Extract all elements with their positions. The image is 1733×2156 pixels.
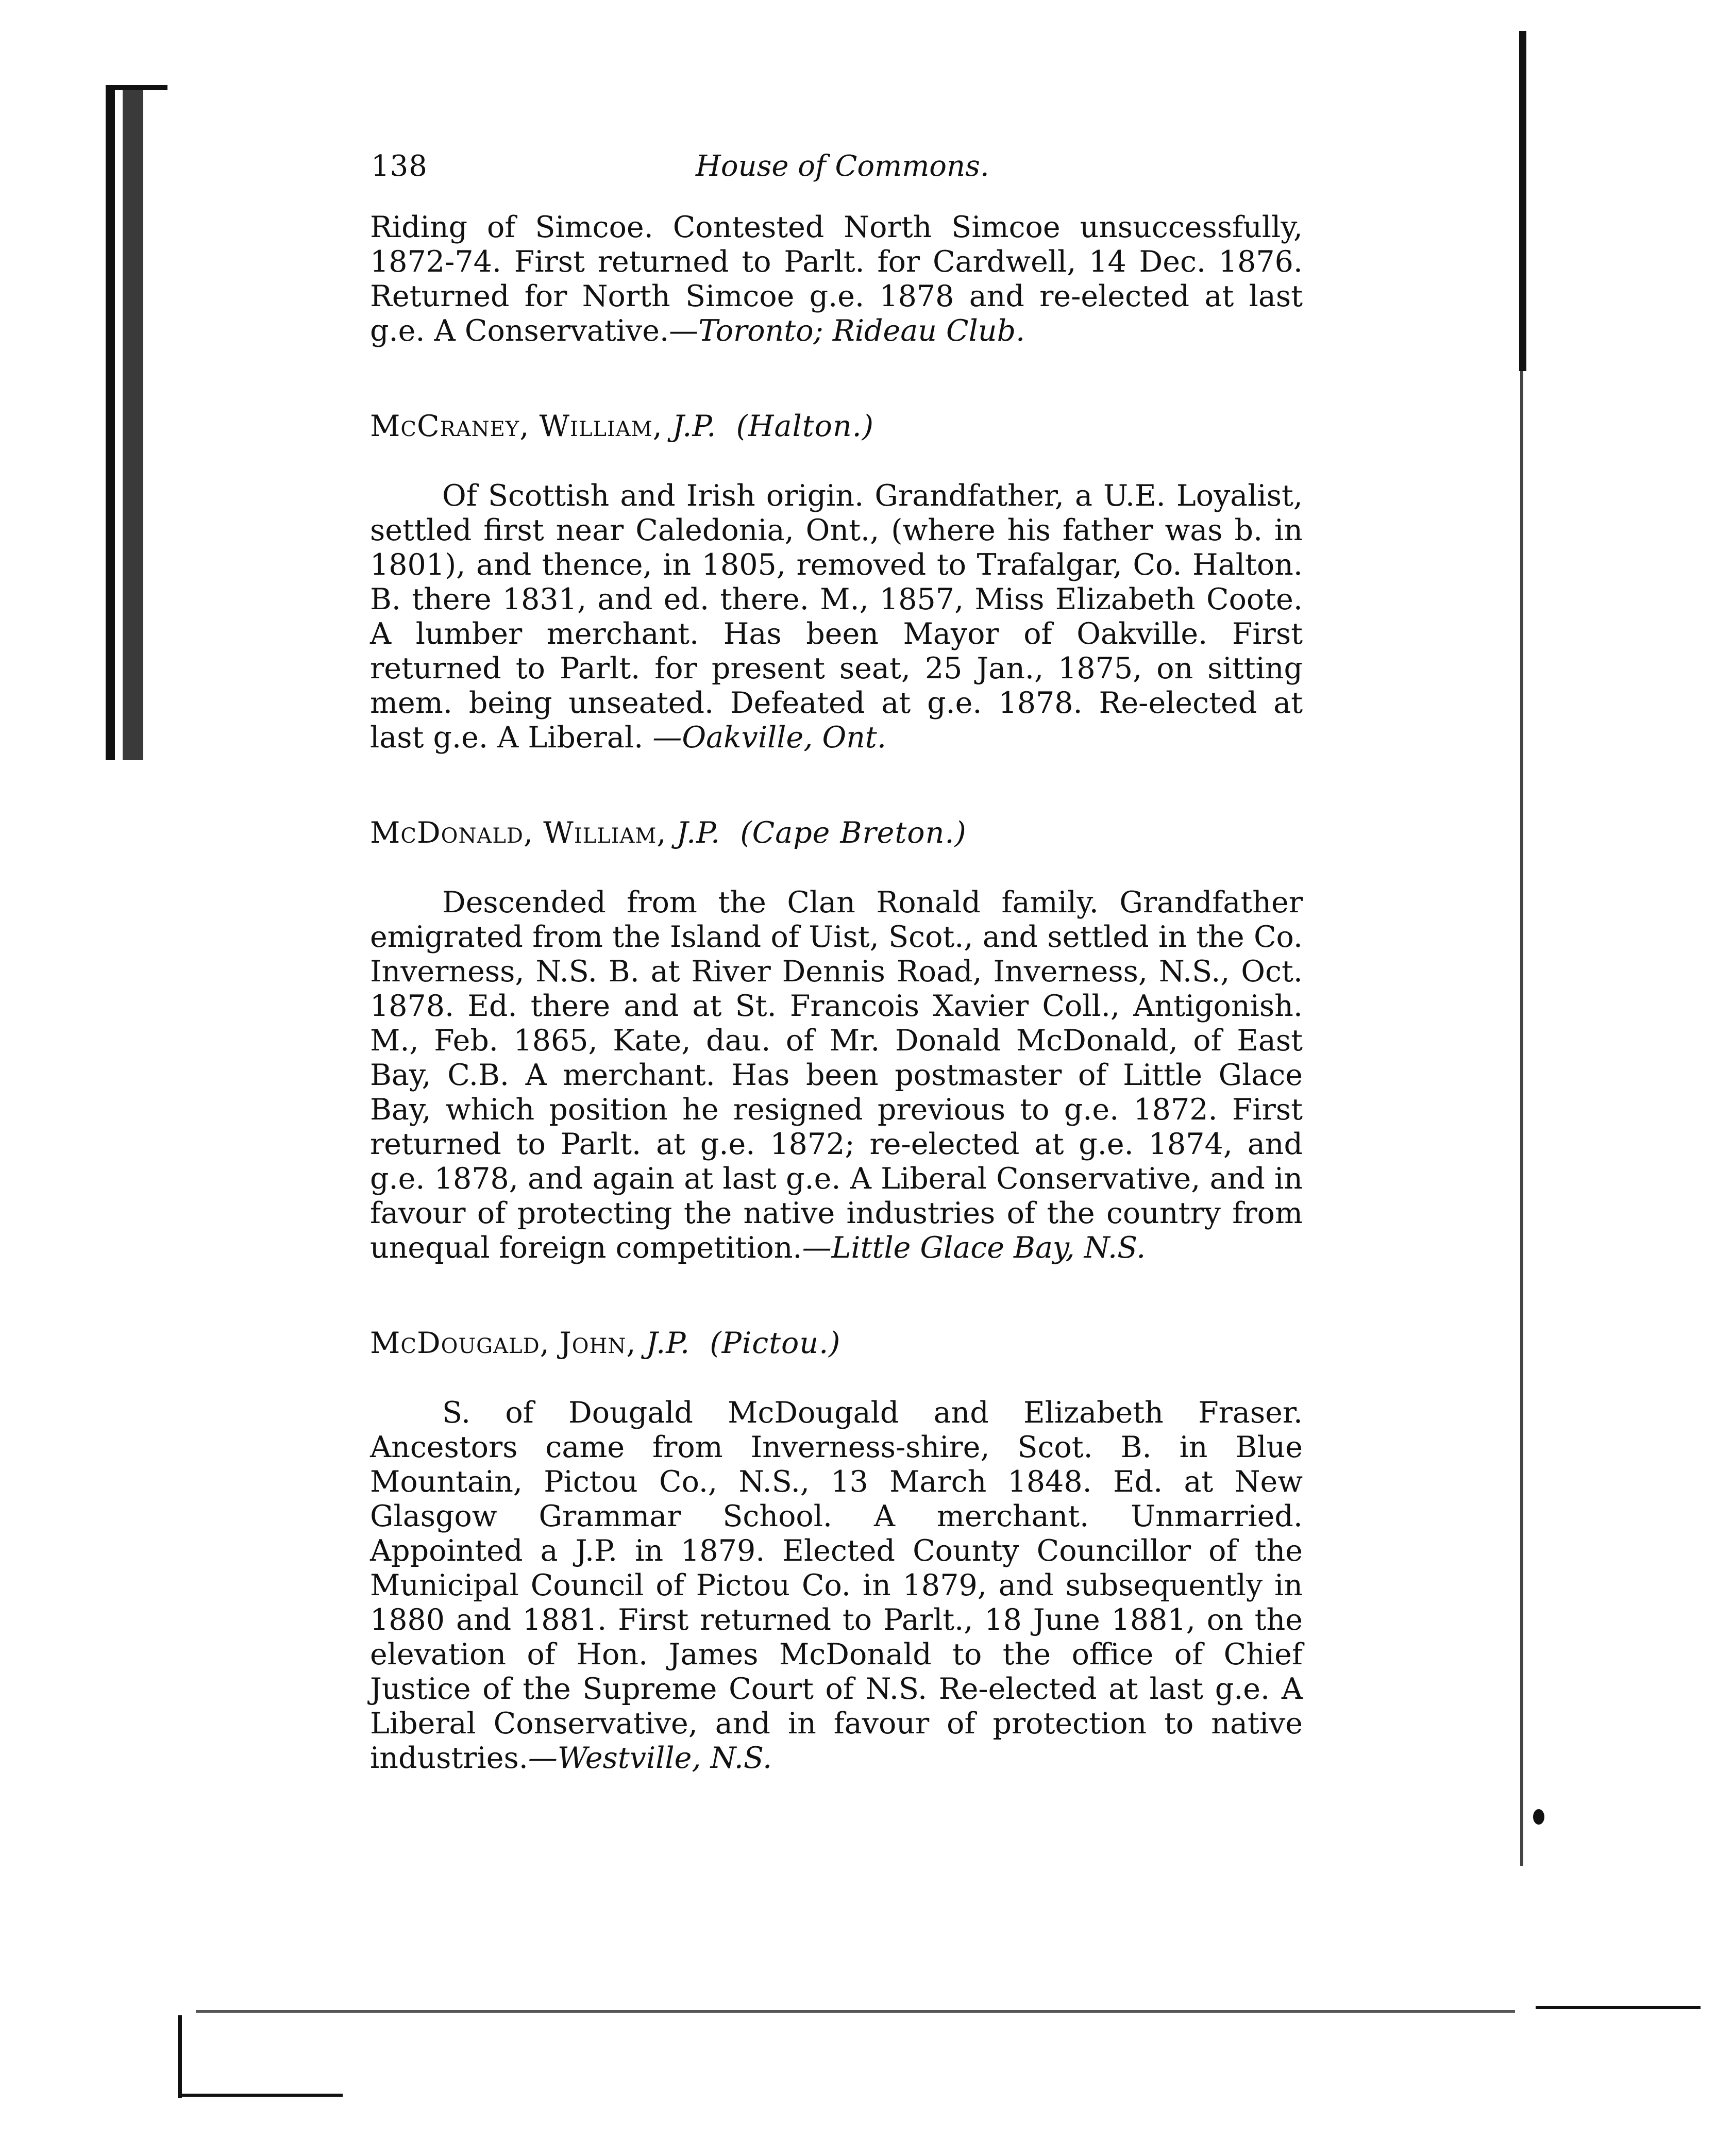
continuation-text: Riding of Simcoe. Contested North Simcoe unsuccessfully, 1872-74. First returned to Parlt. for Cardwell, 14 Dec. 1876. Returned for North Simcoe g.e. 1878 and re-elected at last g.e. A Conservative. [370,210,1303,348]
scan-line-bottom-right [1536,2006,1701,2009]
bio-entry-mcdougald [370,1326,1303,1776]
entry-forename: William, [543,816,667,850]
entry-body [370,479,1303,755]
scan-edge-right [1519,31,1526,371]
scan-tick-top-left [106,85,167,90]
entry-surname: McDougald, [370,1326,550,1360]
entry-residence: —Westville, N.S. [528,1741,772,1775]
scan-bracket-bottom-left-foot [178,2094,343,2097]
continuation-paragraph [370,210,1303,348]
entry-title: J.P. [646,1326,691,1360]
entry-surname: McDonald, [370,816,534,850]
entry-heading [370,1326,1303,1361]
entry-riding: (Pictou.) [710,1326,841,1360]
entry-body [370,1396,1303,1776]
entry-text: Of Scottish and Irish origin. Grandfather, a U.E. Loyalist, settled first near Caledonia, Ont., (where his father was b. in 1801), and thence, in 1805, removed to Trafalgar, Co. Halton. B. there 1831, and ed. there. M., 1857, Miss Elizabeth Coote. A lumber merchant. Has been Mayor of Oakville. First returned to Parlt. for present seat, 25 Jan., 1875, on sitting mem. being unseated. Defeated at g.e. 1878. Re-elected at last g.e. A Liberal. [370,479,1303,755]
scan-edge-left-inner [123,85,143,760]
entry-title: J.P. [672,409,717,443]
scan-bracket-bottom-left [178,2015,182,2098]
entry-heading [370,816,1303,850]
entry-title: J.P. [676,816,721,850]
entry-text: S. of Dougald McDougald and Elizabeth Fraser. Ancestors came from Inverness-shire, Scot. B. in Blue Mountain, Pictou Co., N.S., 13 March 1848. Ed. at New Glasgow Grammar School. A merchant. Unmarried. Appointed a J.P. in 1879. Elected County Councillor of the Municipal Council of Pictou Co. in 1879, and subsequently in 1880 and 1881. First returned to Parlt., 18 June 1881, on the elevation of Hon. James McDonald to the office of Chief Justice of the Supreme Court of N.S. Re-elected at last g.e. A Liberal Conservative, and in favour of protection to native industries. [370,1396,1303,1775]
entry-residence: —Little Glace Bay, N.S. [802,1231,1146,1265]
scan-edge-left [106,85,115,760]
entry-forename: William, [539,409,663,443]
entry-forename: John, [559,1326,636,1360]
continuation-residence: —Toronto; Rideau Club. [669,314,1025,348]
entry-body [370,885,1303,1265]
entry-heading [370,409,1303,444]
scan-dot-right [1533,1809,1544,1825]
page-header [371,149,1299,196]
scan-edge-right-lower [1520,371,1523,1866]
entry-riding: (Halton.) [736,409,874,443]
bio-entry-mccraney [370,409,1303,755]
scan-line-bottom [196,2010,1515,2013]
entry-text: Descended from the Clan Ronald family. Grandfather emigrated from the Island of Uist, Scot., and settled in the Co. Inverness, N.S. B. at River Dennis Road, Inverness, N.S., Oct. 1878. Ed. there and at St. Francois Xavier Coll., Antigonish. M., Feb. 1865, Kate, dau. of Mr. Donald McDonald, of East Bay, C.B. A merchant. Has been postmaster of Little Glace Bay, which position he resigned previous to g.e. 1872. First returned to Parlt. at g.e. 1872; re-elected at g.e. 1874, and g.e. 1878, and again at last g.e. A Liberal Conservative, and in favour of protecting the native industries of the country from unequal foreign competition. [370,885,1303,1265]
entry-residence: —Oakville, Ont. [652,721,886,755]
page-number: 138 [371,149,428,183]
bio-entry-mcdonald [370,816,1303,1265]
text-column [370,210,1303,1776]
running-title: House of Commons. [696,149,989,183]
entry-riding: (Cape Breton.) [740,816,967,850]
entry-surname: McCraney, [370,409,530,443]
